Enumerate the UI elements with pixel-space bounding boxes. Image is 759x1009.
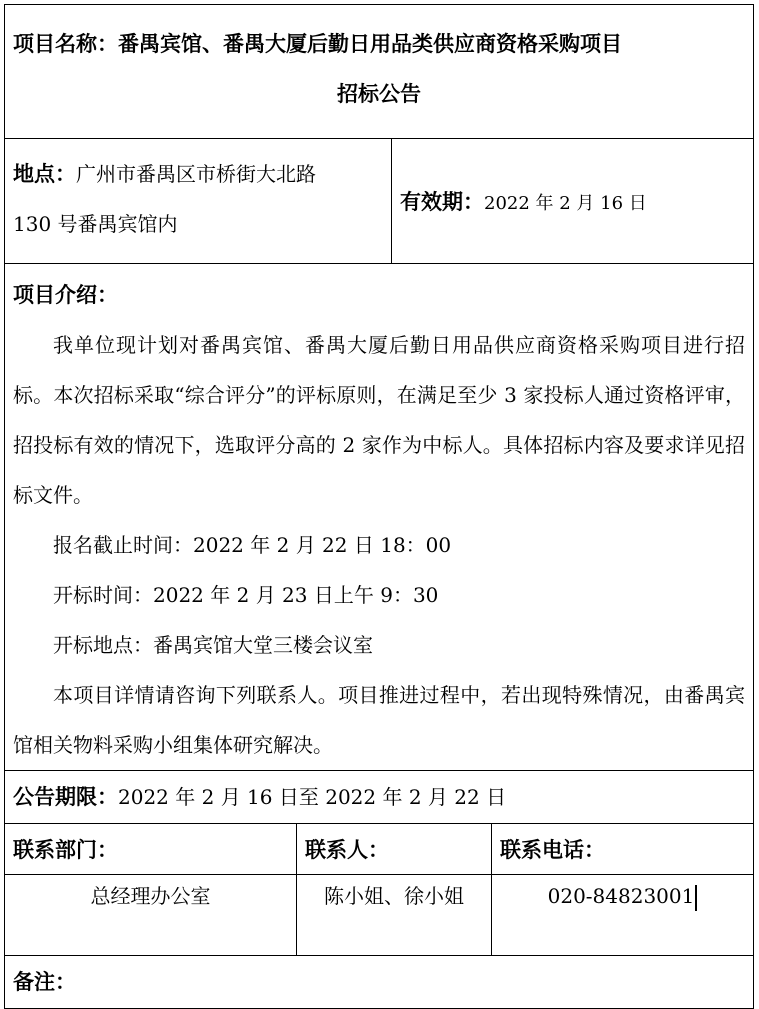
location-line2: 130 号番禺宾馆内 xyxy=(13,212,178,236)
project-name-value: 番禺宾馆、番禺大厦后勤日用品类供应商资格采购项目 xyxy=(118,32,622,56)
contact-note-paragraph: 本项目详情请咨询下列联系人。项目推进过程中，若出现特殊情况，由番禺宾馆相关物料采购小组集体研究解决。 xyxy=(13,683,745,757)
phone-label: 联系电话： xyxy=(500,838,605,862)
dept-value: 总经理办公室 xyxy=(90,884,211,908)
location-cell xyxy=(5,139,392,264)
title-row xyxy=(5,5,754,139)
person-label: 联系人： xyxy=(305,838,389,862)
intro-paragraph: 我单位现计划对番禺宾馆、番禺大厦后勤日用品供应商资格采购项目进行招标。本次招标采取“综合评分”的评标原则，在满足至少 3 家投标人通过资格评审，招投标有效的情况下，选取评分高的 2 家作为中标人。具体招标内容及要求详见招标文件。 xyxy=(13,333,745,507)
project-name-label: 项目名称： xyxy=(13,32,118,56)
remark-cell xyxy=(5,956,754,1009)
opening-time-text: 开标时间：2022 年 2 月 23 日上午 9：30 xyxy=(53,583,439,607)
period-value: 2022 年 2 月 16 日至 2022 年 2 月 22 日 xyxy=(118,785,507,809)
dept-value-cell xyxy=(5,875,297,956)
person-value: 陈小姐、徐小姐 xyxy=(324,884,464,908)
remark-label: 备注： xyxy=(13,970,76,994)
validity-cell xyxy=(392,139,754,264)
opening-place-text: 开标地点：番禺宾馆大堂三楼会议室 xyxy=(53,633,373,657)
person-value-cell xyxy=(297,875,492,956)
period-row xyxy=(5,771,754,824)
period-cell xyxy=(5,771,754,824)
period-label: 公告期限： xyxy=(13,785,118,809)
person-label-cell xyxy=(297,824,492,875)
contact-value-row xyxy=(5,875,754,956)
location-row xyxy=(5,139,754,264)
dept-label: 联系部门： xyxy=(13,838,118,862)
location-label: 地点： xyxy=(13,162,76,186)
remark-row xyxy=(5,956,754,1009)
title-cell xyxy=(5,5,754,139)
deadline-text: 报名截止时间：2022 年 2 月 22 日 18：00 xyxy=(53,533,452,557)
validity-value: 2022 年 2 月 16 日 xyxy=(484,193,647,214)
project-name-line1 xyxy=(13,19,745,69)
intro-row xyxy=(5,264,754,771)
text-cursor xyxy=(695,885,697,911)
phone-value: 020-84823001 xyxy=(547,884,695,908)
phone-label-cell xyxy=(492,824,754,875)
validity-label: 有效期： xyxy=(400,190,484,214)
location-line1: 广州市番禺区市桥街大北路 xyxy=(76,162,316,186)
dept-label-cell xyxy=(5,824,297,875)
intro-label: 项目介绍： xyxy=(13,283,118,307)
contact-header-row xyxy=(5,824,754,875)
announcement-table xyxy=(4,4,754,1009)
phone-value-cell[interactable] xyxy=(492,875,754,956)
intro-cell xyxy=(5,264,754,771)
announcement-document xyxy=(4,4,753,1009)
project-name-line2: 招标公告 xyxy=(337,82,421,106)
